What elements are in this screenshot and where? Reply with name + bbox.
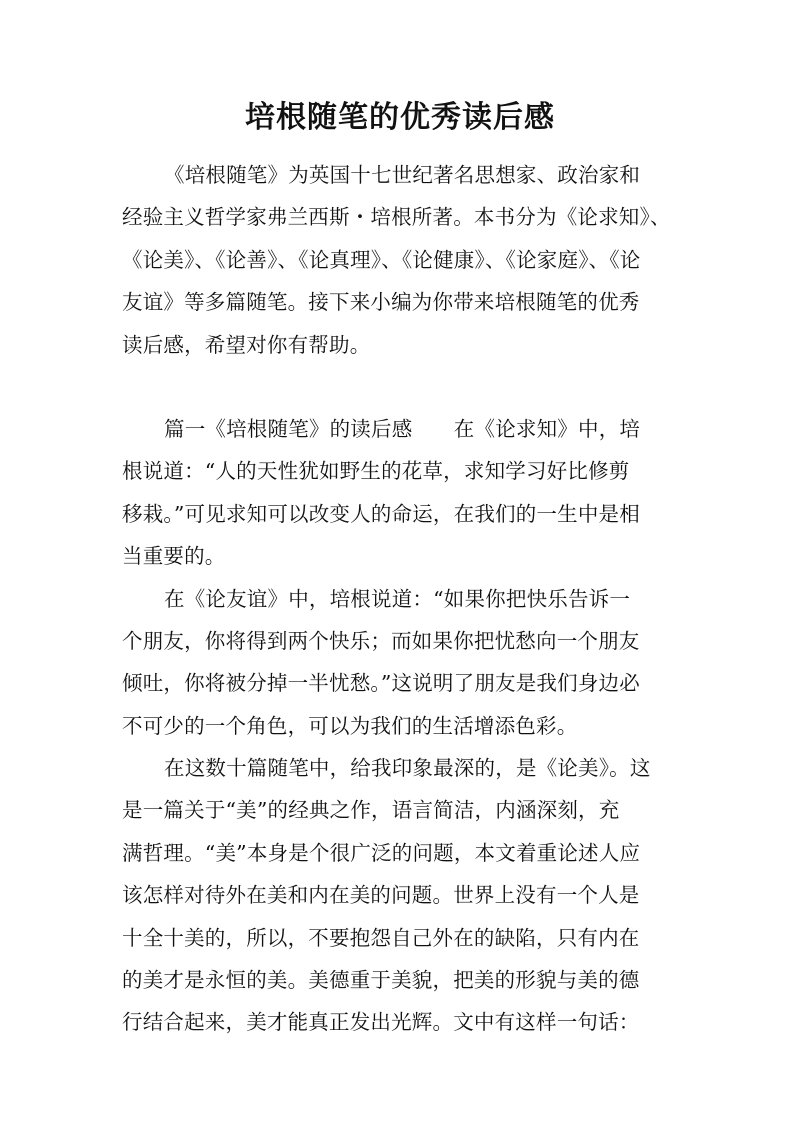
text-line: 当重要的。 <box>122 544 226 569</box>
text-line: 移栽。”可见求知可以改变人的命运，在我们的一生中是相 <box>122 501 640 526</box>
text-line: 在这数十篇随笔中，给我印象最深的，是《论美》。这 <box>164 756 651 781</box>
document-body <box>122 154 682 1044</box>
text-line: 根说道：“人的天性犹如野生的花草，求知学习好比修剪 <box>122 459 630 484</box>
text-line: 《培根随笔》为英国十七世纪著名思想家、政治家和 <box>164 163 641 187</box>
text-line: 个朋友，你将得到两个快乐；而如果你把忧愁向一个朋友 <box>122 628 640 653</box>
paragraph-beauty <box>122 747 682 1044</box>
paragraph-gap <box>122 366 682 408</box>
document-title: 培根随笔的优秀读后感 <box>245 100 555 135</box>
text-line: 倾吐，你将被分掉一半忧愁。”这说明了朋友是我们身边必 <box>122 671 640 696</box>
text-line: 该怎样对待外在美和内在美的问题。世界上没有一个人是 <box>122 883 640 908</box>
text-line: 不可少的一个角色，可以为我们的生活增添色彩。 <box>122 713 578 738</box>
text-line: 的美才是永恒的美。美德重于美貌，把美的形貌与美的德 <box>122 968 640 993</box>
paragraph-friendship <box>122 578 682 748</box>
text-line: 十全十美的，所以，不要抱怨自己外在的缺陷，只有内在 <box>122 925 640 950</box>
text-line: 是一篇关于“美”的经典之作，语言简洁，内涵深刻，充 <box>122 798 620 823</box>
text-line: 《论美》、《论善》、《论真理》、《论健康》、《论家庭》、《论 <box>122 247 641 272</box>
text-line: 经验主义哲学家弗兰西斯・培根所著。本书分为《论求知》、 <box>122 205 671 230</box>
text-line: 在《论友谊》中，培根说道：“如果你把快乐告诉一 <box>164 586 631 611</box>
text-line: 满哲理。“美”本身是个很广泛的问题，本文着重论述人应 <box>122 840 641 865</box>
text-line: 友谊》等多篇随笔。接下来小编为你带来培根随笔的优秀 <box>122 290 640 315</box>
text-line: 读后感，希望对你有帮助。 <box>122 332 371 357</box>
paragraph-essay-one-intro <box>122 408 682 578</box>
text-line: 行结合起来，美才能真正发出光辉。文中有这样一句话： <box>122 1010 640 1035</box>
text-line: 篇一《培根随笔》的读后感 在《论求知》中，培 <box>164 416 641 441</box>
paragraph-intro <box>122 154 682 366</box>
